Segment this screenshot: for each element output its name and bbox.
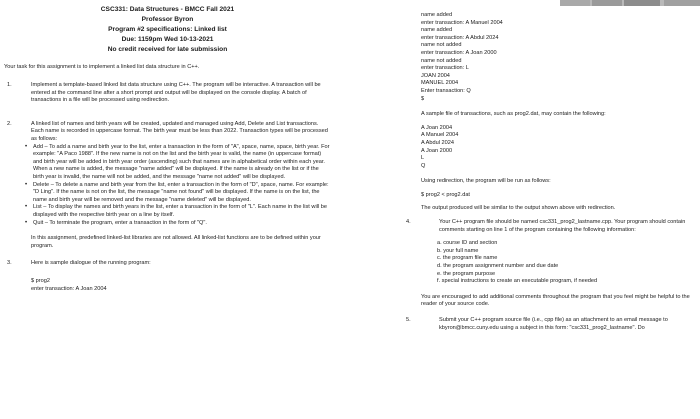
- transaction-list: [4, 144, 331, 228]
- redirection-command: $ prog2 < prog2.dat: [421, 191, 470, 198]
- sample-line: A Joan 2000: [421, 147, 453, 154]
- sample-dialogue: [4, 278, 331, 293]
- library-restriction: In this assignment, predefined linked-list libraries are not allowed. All linked-list functions are to be defined within your program.: [31, 235, 321, 249]
- sample-file-contents: [421, 125, 691, 171]
- requirement-text: Your C++ program file should be named csc331_prog2_lastname.cpp. Your program should contain comments starting on line 1 of the program containing the following information:: [439, 219, 686, 233]
- dialogue-line: name added: [421, 12, 453, 18]
- professor-name: Professor Byron: [141, 16, 194, 24]
- sample-line: A Manuel 2004: [421, 132, 459, 139]
- dialogue-line: enter transaction: A Abdul 2024: [421, 34, 499, 41]
- sample-line: L: [421, 155, 425, 162]
- item-number: 2.: [7, 120, 12, 127]
- sub-item: c. the program file name: [437, 255, 498, 262]
- sample-line: Q: [421, 162, 426, 169]
- bullet-add: • Add – To add a name and birth year to the list, enter a transaction in the form of "A", space, name, space, birth year. For example: "A Paco 1988". If the new name is not on the list and the birth year is valid, the name (in uppercase format) and birth year will be added in birth year order (ascending) such that names are in alphabetical order within each year. When a new name is added, the message "name added" will be displayed. If the name is already on the list or if the birth year is invalid, the name will not be added, and the message "name not added" will be displayed.: [33, 144, 331, 182]
- due-date: Due: 1159pm Wed 10-13-2021: [121, 36, 214, 44]
- requirement-text: Submit your C++ program source file (i.e., cpp file) as an attachment to an email message to kbyron@bmcc.cuny.edu using a subject in this form: "csc331_prog2_lastname". Do: [439, 317, 668, 331]
- item-number: 4.: [406, 219, 411, 226]
- dialogue-line: $ prog2: [31, 277, 50, 284]
- document-header: [4, 6, 331, 54]
- window-top-bar: [560, 0, 700, 6]
- left-column: [4, 4, 331, 293]
- sub-item: e. the program purpose: [437, 270, 496, 277]
- dialogue-line: enter transaction: L: [421, 65, 469, 72]
- right-column: [406, 12, 691, 332]
- bullet-delete: • Delete – To delete a name and birth year from the list, enter a transaction in the form of "D", space, name. For example: "D Ling". If the name is not on the list, the message "name not found" will be displayed. If the name is on the list, the name and birth year will be removed and the message "name deleted" will be displayed.: [33, 182, 331, 205]
- toolbar-tab-1[interactable]: [560, 0, 590, 6]
- course-title: CSC331: Data Structures - BMCC Fall 2021: [100, 6, 235, 13]
- item-number: 1.: [7, 82, 12, 89]
- comment-requirements: [421, 240, 691, 286]
- sub-item: a. course ID and section: [437, 240, 498, 247]
- toolbar-tab-2[interactable]: [592, 0, 622, 6]
- requirement-3: [4, 260, 331, 268]
- dialogue-line: name added: [421, 27, 453, 34]
- dialogue-line: Enter transaction: Q: [421, 87, 471, 94]
- sub-item: f. special instructions to create an executable program, if needed: [437, 278, 598, 285]
- sub-item: b. your full name: [437, 247, 479, 254]
- item-number: 3.: [7, 260, 12, 267]
- item-number: 5.: [406, 317, 411, 323]
- requirement-1: [4, 82, 331, 105]
- bullet-list: • List – To display the names and birth years in the list, enter a transaction in the form of "L". Each name in the list will be displayed with the respective birth year on a line by itself.: [33, 204, 331, 219]
- redirection-label: Using redirection, the program will be run as follows:: [421, 178, 551, 185]
- program-spec-title: Program #2 specifications: Linked list: [108, 26, 227, 34]
- sub-item: d. the program assignment number and due date: [437, 263, 559, 270]
- requirement-4: [406, 219, 691, 234]
- requirement-text: Implement a template-based linked list data structure using C++. The program will be interactive. A transaction will be entered at the command line after a short prompt and output will be displayed on the console display. A batch of transactions in a file will be processed using redirection.: [31, 82, 321, 104]
- toolbar-tab-3[interactable]: [624, 0, 660, 6]
- dialogue-line: MANUEL 2004: [421, 80, 459, 87]
- dialogue-line: $: [421, 95, 425, 102]
- sample-file-label: A sample file of transactions, such as prog2.dat, may contain the following:: [421, 111, 606, 118]
- output-note: The output produced will be similar to the output shown above with redirection.: [421, 205, 616, 212]
- requirement-5: [406, 317, 691, 332]
- sample-line: A Abdul 2024: [421, 139, 454, 146]
- task-intro: Your task for this assignment is to implement a linked list data structure in C++.: [4, 64, 200, 71]
- late-policy: No credit received for late submission: [107, 46, 228, 54]
- dialogue-line: enter transaction: A Manuel 2004: [421, 19, 503, 26]
- requirement-text: A linked list of names and birth years will be created, updated and managed using Add, Delete and List transactions. Each name is recorded in uppercase format. The birth year must be less than 2022. Transaction types will be processed as follows:: [31, 120, 328, 143]
- requirement-text: Here is sample dialogue of the running program:: [31, 260, 151, 267]
- sample-line: A Joan 2004: [421, 124, 453, 131]
- comments-encouragement: You are encouraged to add additional comments throughout the program that you feel might be helpful to the reader of your source code.: [421, 293, 690, 308]
- requirement-2: [4, 121, 331, 144]
- dialogue-line: name not added: [421, 42, 462, 49]
- dialogue-line: name not added: [421, 57, 462, 64]
- dialogue-line: JOAN 2004: [421, 72, 450, 79]
- toolbar-tab-4[interactable]: [664, 0, 700, 6]
- dialogue-line: enter transaction: A Joan 2000: [421, 49, 497, 56]
- dialogue-line: enter transaction: A Joan 2004: [31, 285, 107, 292]
- dialogue-continued: [421, 12, 691, 103]
- bullet-quit: • Quit – To terminate the program, enter a transaction in the form of "Q".: [33, 220, 331, 228]
